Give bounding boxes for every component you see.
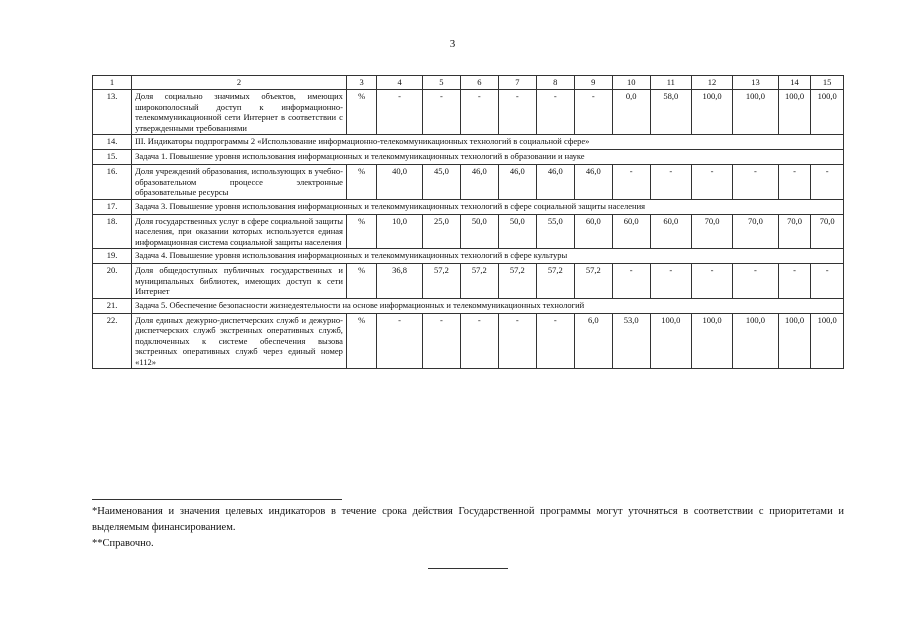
row-number: 13.: [93, 90, 132, 135]
section-row: [93, 150, 844, 165]
header-cell: 5: [422, 76, 460, 90]
value-cell: 100,0: [691, 313, 732, 369]
value-cell: 50,0: [498, 214, 536, 249]
table-row: [93, 214, 844, 249]
value-cell: 53,0: [612, 313, 650, 369]
value-cell: -: [733, 264, 779, 299]
value-cell: -: [377, 313, 423, 369]
page-number: 3: [449, 38, 456, 50]
value-cell: 100,0: [733, 90, 779, 135]
value-cell: -: [536, 313, 574, 369]
header-cell: 13: [733, 76, 779, 90]
value-cell: -: [612, 165, 650, 200]
value-cell: 70,0: [778, 214, 811, 249]
indicator-name: Доля государственных услуг в сфере социальной защиты населения, при оказании которых используется единая информационная система социальной защиты населения: [132, 214, 347, 249]
value-cell: 100,0: [650, 313, 691, 369]
value-cell: -: [498, 90, 536, 135]
value-cell: 100,0: [811, 313, 844, 369]
table-row: [93, 313, 844, 369]
section-title: Задача 1. Повышение уровня использования информационных и телекоммуникационных технологий в образовании и науке: [132, 150, 844, 165]
value-cell: 55,0: [536, 214, 574, 249]
value-cell: 6,0: [574, 313, 612, 369]
value-cell: 70,0: [691, 214, 732, 249]
table-row: [93, 264, 844, 299]
header-cell: 1: [93, 76, 132, 90]
header-cell: 10: [612, 76, 650, 90]
footnote-divider: [92, 499, 342, 500]
row-number: 18.: [93, 214, 132, 249]
value-cell: 45,0: [422, 165, 460, 200]
section-title: Задача 3. Повышение уровня использования информационных и телекоммуникационных технологий в сфере социальной защиты населения: [132, 199, 844, 214]
value-cell: 57,2: [460, 264, 498, 299]
row-number: 20.: [93, 264, 132, 299]
footnote-2: **Справочно.: [92, 538, 154, 549]
value-cell: 0,0: [612, 90, 650, 135]
value-cell: 100,0: [811, 90, 844, 135]
value-cell: 10,0: [377, 214, 423, 249]
value-cell: -: [778, 264, 811, 299]
value-cell: -: [691, 264, 732, 299]
value-cell: 100,0: [733, 313, 779, 369]
value-cell: 46,0: [536, 165, 574, 200]
row-number: 14.: [93, 135, 132, 150]
value-cell: -: [574, 90, 612, 135]
footnotes: [92, 504, 844, 552]
value-cell: -: [422, 90, 460, 135]
value-cell: 25,0: [422, 214, 460, 249]
section-title: Задача 5. Обеспечение безопасности жизнедеятельности на основе информационных и телекоммуникационных технологий: [132, 298, 844, 313]
indicator-name: Доля учреждений образования, использующих в учебно-образовательном процессе электронные образовательные ресурсы: [132, 165, 347, 200]
value-cell: 100,0: [778, 313, 811, 369]
value-cell: -: [612, 264, 650, 299]
section-row: [93, 249, 844, 264]
unit-cell: %: [346, 264, 376, 299]
header-cell: 11: [650, 76, 691, 90]
section-row: [93, 199, 844, 214]
value-cell: -: [536, 90, 574, 135]
value-cell: 57,2: [498, 264, 536, 299]
row-number: 19.: [93, 249, 132, 264]
section-row: [93, 135, 844, 150]
end-divider: [428, 568, 508, 569]
value-cell: 60,0: [650, 214, 691, 249]
value-cell: -: [498, 313, 536, 369]
value-cell: 70,0: [733, 214, 779, 249]
indicator-name: Доля социально значимых объектов, имеющих широкополосный доступ к информационно-телекоммуникационной сети Интернет в соответствии с утвержденными требованиями: [132, 90, 347, 135]
table-row: [93, 90, 844, 135]
unit-cell: %: [346, 214, 376, 249]
value-cell: 100,0: [691, 90, 732, 135]
value-cell: -: [811, 264, 844, 299]
header-cell: 14: [778, 76, 811, 90]
unit-cell: %: [346, 165, 376, 200]
header-cell: 15: [811, 76, 844, 90]
value-cell: 58,0: [650, 90, 691, 135]
indicator-name: Доля общедоступных публичных государственных и муниципальных библиотек, имеющих доступ к сети Интернет: [132, 264, 347, 299]
row-number: 16.: [93, 165, 132, 200]
value-cell: 50,0: [460, 214, 498, 249]
value-cell: 60,0: [574, 214, 612, 249]
value-cell: 57,2: [574, 264, 612, 299]
value-cell: -: [377, 90, 423, 135]
header-cell: 9: [574, 76, 612, 90]
footnote-1: *Наименования и значения целевых индикаторов в течение срока действия Государственной программы могут уточняться в соответствии с приоритетами и выделяемым финансированием.: [92, 506, 844, 533]
header-cell: 4: [377, 76, 423, 90]
row-number: 17.: [93, 199, 132, 214]
header-cell: 12: [691, 76, 732, 90]
section-title: Задача 4. Повышение уровня использования информационных и телекоммуникационных технологий в сфере культуры: [132, 249, 844, 264]
indicators-table: [92, 75, 844, 369]
value-cell: -: [811, 165, 844, 200]
unit-cell: %: [346, 90, 376, 135]
value-cell: 36,8: [377, 264, 423, 299]
value-cell: -: [460, 90, 498, 135]
indicator-name: Доля единых дежурно-диспетчерских служб и дежурно-диспетчерских служб экстренных оперативных служб, подключенных к системе обеспечения вызова экстренных оперативных служб через единый номер «112»: [132, 313, 347, 369]
header-cell: 2: [132, 76, 347, 90]
table-header-row: [93, 76, 844, 90]
value-cell: 70,0: [811, 214, 844, 249]
value-cell: 60,0: [612, 214, 650, 249]
value-cell: -: [733, 165, 779, 200]
value-cell: 40,0: [377, 165, 423, 200]
row-number: 21.: [93, 298, 132, 313]
header-cell: 6: [460, 76, 498, 90]
value-cell: 100,0: [778, 90, 811, 135]
header-cell: 3: [346, 76, 376, 90]
value-cell: 46,0: [574, 165, 612, 200]
value-cell: -: [460, 313, 498, 369]
row-number: 15.: [93, 150, 132, 165]
value-cell: 46,0: [498, 165, 536, 200]
value-cell: -: [422, 313, 460, 369]
row-number: 22.: [93, 313, 132, 369]
value-cell: -: [691, 165, 732, 200]
value-cell: -: [650, 264, 691, 299]
value-cell: 46,0: [460, 165, 498, 200]
unit-cell: %: [346, 313, 376, 369]
value-cell: 57,2: [536, 264, 574, 299]
section-title: III. Индикаторы подпрограммы 2 «Использование информационно-телекоммуникационных технологий в социальной сфере»: [132, 135, 844, 150]
value-cell: -: [650, 165, 691, 200]
header-cell: 7: [498, 76, 536, 90]
header-cell: 8: [536, 76, 574, 90]
section-row: [93, 298, 844, 313]
value-cell: -: [778, 165, 811, 200]
value-cell: 57,2: [422, 264, 460, 299]
table-row: [93, 165, 844, 200]
